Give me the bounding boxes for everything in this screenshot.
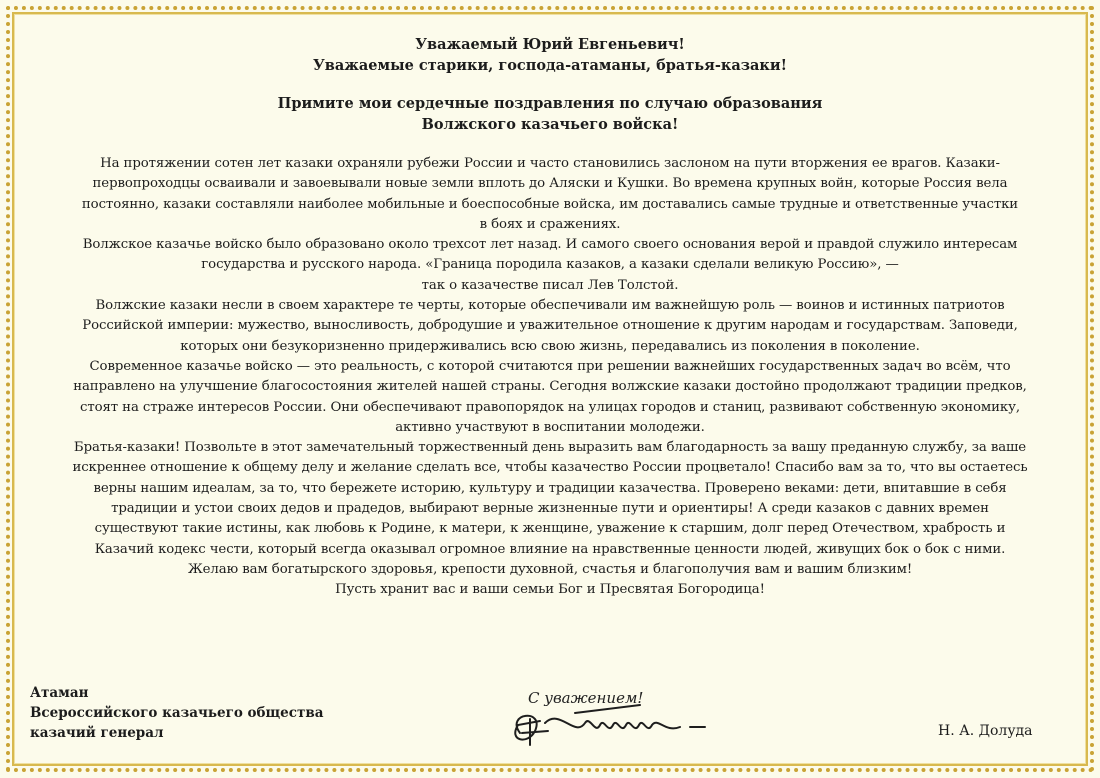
body-line: искреннее отношение к общему делу и желание сделать все, чтобы казачество России процветало! Спасибо вам за то, что вы остаетесь [72,460,1028,476]
body-line: Волжское казачье войско было образовано около трехсот лет назад. И самого своего основания верой и правдой служило интересам [82,237,1018,253]
salutation-line-1: Уважаемый Юрий Евгеньевич! [415,36,685,53]
heading-line-2: Волжского казачьего войска! [421,116,679,133]
body-line: стоят на страже интересов России. Они обеспечивают правопорядок на улицах городов и станиц, развивают собственную экономику, [80,399,1020,415]
body-line: активно участвуют в воспитании молодежи. [395,419,705,435]
signatory-title [30,683,323,743]
signature-stroke [515,705,705,745]
body-line: существуют такие истины, как любовь к Родине, к матери, к женщине, уважение к старшим, долг перед Отечеством, храбрость и [94,521,1006,537]
signatory-title-line-1: Атаман [30,685,89,701]
body-line: Казачий кодекс чести, который всегда оказывал огромное влияние на нравственные ценности людей, живущих бок о бок с ними. [94,541,1006,557]
body-line: верны нашим идеалам, за то, что бережете историю, культуру и традиции казачества. Проверено веками: дети, впитавшие в себя [93,480,1007,496]
body-line: которых они безукоризненно придерживались всю свою жизнь, передавались из поколения в поколение. [180,338,920,354]
body-line: так о казачестве писал Лев Толстой. [421,277,679,293]
salutation-line-2: Уважаемые старики, господа-атаманы, братья-казаки! [313,57,787,74]
letter-body [30,154,1070,601]
handwritten-signature [500,683,730,753]
body-line: Братья-казаки! Позвольте в этот замечательный торжественный день выразить вам благодарность за вашу преданную службу, за ваше [73,440,1027,456]
congratulation-heading [0,93,1100,135]
body-line: традиции и устои своих дедов и прадедов, выбирают верные жизненные пути и ориентиры! А среди казаков с давних времен [111,501,989,517]
body-line: постоянно, казаки составляли наиболее мобильные и боеспособные войска, им доставались самые трудные и ответственные участки [81,196,1019,212]
body-line: Волжские казаки несли в своем характере те черты, которые обеспечивали им важнейшую роль — воинов и истинных патриотов [95,298,1005,314]
body-line: Пусть хранит вас и ваши семьи Бог и Пресвятая Богородица! [335,582,765,598]
body-line: в боях и сражениях. [479,216,621,232]
signatory-name: Н. А. Долуда [938,723,1033,739]
signatory-title-line-3: казачий генерал [30,725,164,741]
heading-line-1: Примите мои сердечные поздравления по случаю образования [277,95,823,112]
body-line: первопроходцы осваивали и завоевывали новые земли вплоть до Аляски и Кушки. Во времена крупных войн, которые Россия вела [92,176,1008,192]
signatory-title-line-2: Всероссийского казачьего общества [30,705,324,721]
body-line: государства и русского народа. «Граница породила казаков, а казаки сделали великую Россию», — [201,257,899,273]
body-line: Современное казачье войско — это реальность, с которой считаются при решении важнейших государственных задач во всём, что [89,358,1011,374]
handwritten-regards: С уважением! [528,689,644,707]
body-line: На протяжении сотен лет казаки охраняли рубежи России и часто становились заслоном на пути вторжения ее врагов. Казаки- [100,156,1000,171]
body-line: направлено на улучшение благосостояния жителей нашей страны. Сегодня волжские казаки достойно продолжают традиции предков, [73,379,1027,395]
salutation [0,34,1100,76]
body-line: Российской империи: мужество, выносливость, добродушие и уважительное отношение к другим народам и государствам. Заповеди, [82,318,1018,334]
body-line: Желаю вам богатырского здоровья, крепости духовной, счастья и благополучия вам и вашим близким! [187,561,913,577]
